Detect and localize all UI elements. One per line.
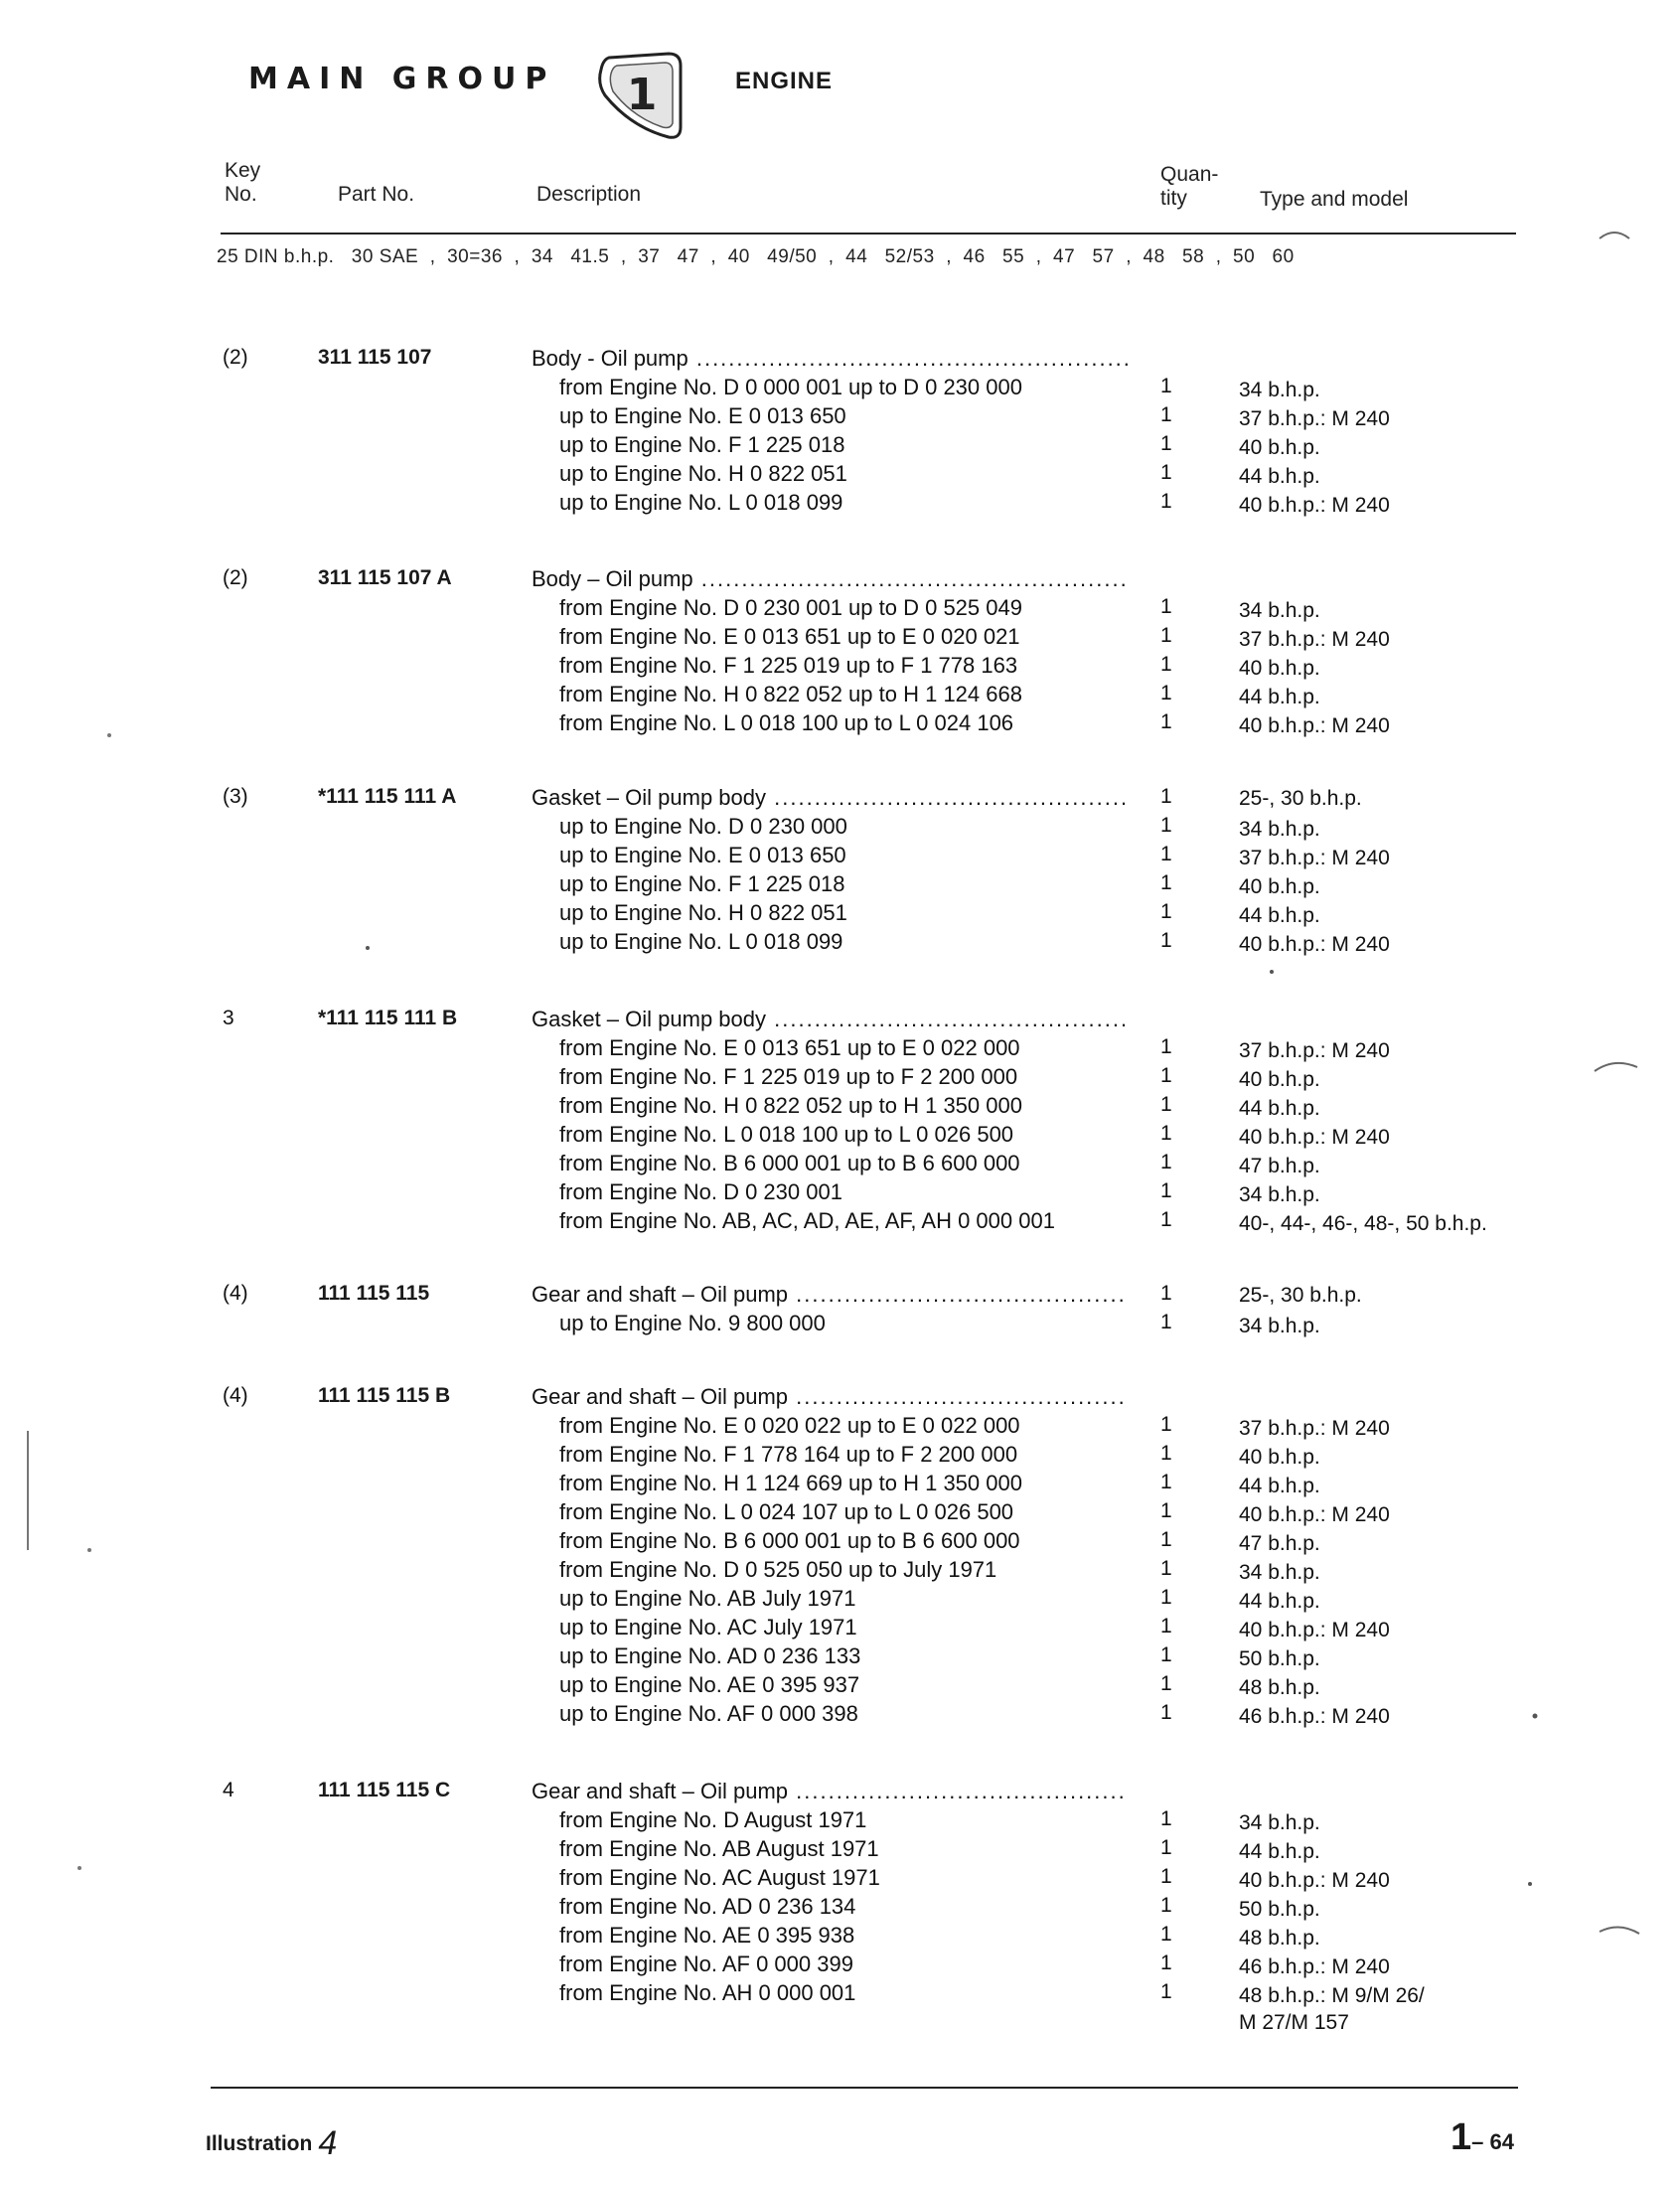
- row-type-model: 34 b.h.p.: [1239, 1811, 1320, 1834]
- row-type-model: 48 b.h.p.: [1239, 1927, 1320, 1950]
- bhp-reference-line: 25 DIN b.h.p. 30 SAE , 30=36 , 34 41.5 , 37 47 , 40 49/50 , 44 52/53 , 46 55 , 47 57 , 48 58 , 50 60: [217, 246, 1295, 267]
- applicability-row: [0, 1980, 1680, 2034]
- key-number: (4): [223, 1384, 248, 1407]
- applicability-row: [0, 1836, 1680, 1865]
- row-type-model: 37 b.h.p.: M 240: [1239, 1039, 1390, 1062]
- part-description: Gasket – Oil pump body .....: [532, 1007, 1128, 1032]
- row-type-model: 34 b.h.p.: [1239, 1561, 1320, 1584]
- applicability-row: [0, 1615, 1680, 1643]
- applicability-row: [0, 1093, 1680, 1122]
- row-quantity: 1: [1160, 710, 1172, 733]
- row-type-model: 40 b.h.p.: M 240: [1239, 1619, 1390, 1641]
- applicability-row: [0, 1151, 1680, 1179]
- row-type-model: 47 b.h.p.: [1239, 1155, 1320, 1177]
- row-type-model: 37 b.h.p.: M 240: [1239, 847, 1390, 869]
- main-group-label: MAIN GROUP: [248, 62, 556, 96]
- engine-range: from Engine No. AD 0 236 134: [559, 1894, 856, 1919]
- engine-range: up to Engine No. E 0 013 650: [559, 843, 846, 867]
- row-quantity: 1: [1160, 1701, 1172, 1724]
- engine-range: from Engine No. D 0 000 001 up to D 0 230 000: [559, 375, 1022, 399]
- engine-range: from Engine No. D August 1971: [559, 1807, 867, 1832]
- row-type-model: 48 b.h.p.: [1239, 1676, 1320, 1699]
- part-type-model: 25-, 30 b.h.p.: [1239, 1284, 1362, 1307]
- engine-range: from Engine No. AF 0 000 399: [559, 1952, 853, 1976]
- row-quantity: 1: [1160, 682, 1172, 704]
- row-quantity: 1: [1160, 432, 1172, 455]
- row-type-model: 44 b.h.p.: [1239, 1475, 1320, 1497]
- applicability-row: [0, 1122, 1680, 1151]
- row-type-model: 44 b.h.p.: [1239, 465, 1320, 488]
- applicability-row: [0, 1952, 1680, 1980]
- engine-range: from Engine No. F 1 225 019 up to F 2 200 000: [559, 1064, 1018, 1089]
- illustration-label: Illustration: [206, 2132, 313, 2155]
- column-header-type-model: Type and model: [1260, 188, 1409, 211]
- row-quantity: 1: [1160, 1557, 1172, 1580]
- row-quantity: 1: [1160, 1064, 1172, 1087]
- engine-range: from Engine No. E 0 013 651 up to E 0 022 000: [559, 1035, 1020, 1060]
- applicability-row: [0, 490, 1680, 519]
- group-number-badge: [591, 48, 690, 143]
- engine-range: from Engine No. F 1 225 019 up to F 1 778 163: [559, 653, 1018, 678]
- key-number: (4): [223, 1282, 248, 1305]
- part-number: *111 115 111 B: [318, 1007, 458, 1029]
- row-quantity: 1: [1160, 595, 1172, 618]
- row-type-model: 40 b.h.p.: [1239, 1068, 1320, 1091]
- row-quantity: 1: [1160, 1035, 1172, 1058]
- row-quantity: 1: [1160, 1151, 1172, 1173]
- row-quantity: 1: [1160, 1179, 1172, 1202]
- row-type-model: 34 b.h.p.: [1239, 599, 1320, 622]
- applicability-row: [0, 843, 1680, 871]
- row-type-model: 44 b.h.p.: [1239, 904, 1320, 927]
- row-type-model: 34 b.h.p.: [1239, 379, 1320, 401]
- engine-range: from Engine No. AB August 1971: [559, 1836, 879, 1861]
- row-quantity: 1: [1160, 461, 1172, 484]
- engine-range: up to Engine No. L 0 018 099: [559, 929, 843, 954]
- engine-range: up to Engine No. D 0 230 000: [559, 814, 847, 839]
- group-number-badge-icon: [591, 48, 690, 143]
- engine-range: from Engine No. AC August 1971: [559, 1865, 880, 1890]
- row-type-model: 44 b.h.p.: [1239, 1097, 1320, 1120]
- column-header-quantity: Quan- tity: [1160, 163, 1219, 210]
- illustration-number: 4: [318, 2124, 338, 2162]
- engine-range: up to Engine No. H 0 822 051: [559, 900, 847, 925]
- column-header-part-no: Part No.: [338, 183, 415, 206]
- applicability-row: [0, 1865, 1680, 1894]
- applicability-row: [0, 871, 1680, 900]
- row-type-model: 34 b.h.p.: [1239, 818, 1320, 841]
- applicability-row: [0, 814, 1680, 843]
- key-number: (3): [223, 785, 248, 808]
- row-type-model: 40 b.h.p.: [1239, 657, 1320, 680]
- part-type-model: 25-, 30 b.h.p.: [1239, 787, 1362, 810]
- row-quantity: 1: [1160, 900, 1172, 923]
- applicability-row: [0, 1442, 1680, 1471]
- applicability-row: [0, 1643, 1680, 1672]
- applicability-row: [0, 1499, 1680, 1528]
- applicability-row: [0, 595, 1680, 624]
- group-number-text: 1: [626, 70, 658, 120]
- row-quantity: 1: [1160, 490, 1172, 513]
- part-number: *111 115 111 A: [318, 785, 457, 808]
- row-quantity: 1: [1160, 1952, 1172, 1974]
- applicability-rows: [0, 375, 1680, 519]
- applicability-rows: [0, 1311, 1680, 1339]
- row-type-model: 37 b.h.p.: M 240: [1239, 407, 1390, 430]
- applicability-row: [0, 1035, 1680, 1064]
- applicability-row: [0, 682, 1680, 710]
- row-quantity: 1: [1160, 1311, 1172, 1333]
- applicability-row: [0, 461, 1680, 490]
- page-number-main: 1: [1451, 2116, 1472, 2158]
- row-quantity: 1: [1160, 1923, 1172, 1946]
- row-quantity: 1: [1160, 1643, 1172, 1666]
- applicability-row: [0, 1894, 1680, 1923]
- row-type-model: 40 b.h.p.: M 240: [1239, 1869, 1390, 1892]
- applicability-row: [0, 929, 1680, 958]
- applicability-row: [0, 1807, 1680, 1836]
- engine-range: up to Engine No. F 1 225 018: [559, 432, 845, 457]
- row-quantity: 1: [1160, 375, 1172, 397]
- engine-range: up to Engine No. 9 800 000: [559, 1311, 826, 1335]
- part-quantity: 1: [1160, 1282, 1172, 1305]
- row-type-model: 40 b.h.p.: M 240: [1239, 714, 1390, 737]
- row-quantity: 1: [1160, 1208, 1172, 1231]
- row-type-model: 47 b.h.p.: [1239, 1532, 1320, 1555]
- applicability-row: [0, 1413, 1680, 1442]
- row-type-model: 40 b.h.p.: M 240: [1239, 1503, 1390, 1526]
- engine-range: up to Engine No. AF 0 000 398: [559, 1701, 858, 1726]
- header-divider: [221, 233, 1516, 234]
- engine-range: up to Engine No. F 1 225 018: [559, 871, 845, 896]
- engine-range: from Engine No. H 1 124 669 up to H 1 350 000: [559, 1471, 1022, 1495]
- applicability-rows: [0, 814, 1680, 958]
- engine-range: from Engine No. B 6 000 001 up to B 6 600 000: [559, 1151, 1020, 1175]
- column-header-description: Description: [536, 183, 642, 206]
- footer-divider: [211, 2087, 1518, 2089]
- engine-range: from Engine No. D 0 230 001 up to D 0 525 049: [559, 595, 1022, 620]
- row-type-model: 44 b.h.p.: [1239, 686, 1320, 708]
- row-quantity: 1: [1160, 814, 1172, 837]
- row-quantity: 1: [1160, 1807, 1172, 1830]
- row-type-model: 40 b.h.p.: M 240: [1239, 494, 1390, 517]
- applicability-row: [0, 1557, 1680, 1586]
- applicability-row: [0, 1528, 1680, 1557]
- engine-range: from Engine No. H 0 822 052 up to H 1 124 668: [559, 682, 1022, 706]
- row-quantity: 1: [1160, 1980, 1172, 2003]
- part-description: Gasket – Oil pump body .....: [532, 785, 1128, 811]
- row-quantity: 1: [1160, 843, 1172, 865]
- applicability-row: [0, 375, 1680, 403]
- row-type-model: 48 b.h.p.: M 9/M 26/ M 27/M 157: [1239, 1984, 1425, 2034]
- row-type-model: 37 b.h.p.: M 240: [1239, 1417, 1390, 1440]
- applicability-row: [0, 1311, 1680, 1339]
- section-title: ENGINE: [735, 68, 834, 94]
- row-quantity: 1: [1160, 1894, 1172, 1917]
- row-type-model: 40 b.h.p.: [1239, 875, 1320, 898]
- part-number: 311 115 107 A: [318, 566, 452, 589]
- row-type-model: 50 b.h.p.: [1239, 1647, 1320, 1670]
- engine-range: from Engine No. AE 0 395 938: [559, 1923, 855, 1948]
- engine-range: from Engine No. E 0 013 651 up to E 0 020 021: [559, 624, 1020, 649]
- part-quantity: 1: [1160, 785, 1172, 808]
- engine-range: up to Engine No. AD 0 236 133: [559, 1643, 861, 1668]
- row-quantity: 1: [1160, 1471, 1172, 1493]
- engine-range: up to Engine No. E 0 013 650: [559, 403, 846, 428]
- applicability-row: [0, 710, 1680, 739]
- engine-range: from Engine No. L 0 018 100 up to L 0 024 106: [559, 710, 1014, 735]
- part-description: Body – Oil pump .....: [532, 566, 1128, 592]
- applicability-rows: [0, 1413, 1680, 1730]
- page-number: [1451, 2116, 1514, 2159]
- key-number: 3: [223, 1007, 234, 1029]
- page-header: [248, 48, 1242, 147]
- row-type-model: 34 b.h.p.: [1239, 1183, 1320, 1206]
- row-type-model: 44 b.h.p.: [1239, 1840, 1320, 1863]
- applicability-rows: [0, 1035, 1680, 1237]
- row-quantity: 1: [1160, 1528, 1172, 1551]
- applicability-rows: [0, 595, 1680, 739]
- engine-range: up to Engine No. L 0 018 099: [559, 490, 843, 515]
- row-quantity: 1: [1160, 1586, 1172, 1609]
- row-quantity: 1: [1160, 1615, 1172, 1638]
- row-quantity: 1: [1160, 871, 1172, 894]
- row-quantity: 1: [1160, 1122, 1172, 1145]
- row-type-model: 34 b.h.p.: [1239, 1315, 1320, 1337]
- illustration-reference: [206, 2124, 337, 2163]
- applicability-row: [0, 1208, 1680, 1237]
- applicability-rows: [0, 1807, 1680, 2034]
- key-number: 4: [223, 1779, 234, 1801]
- row-type-model: 46 b.h.p.: M 240: [1239, 1955, 1390, 1978]
- row-quantity: 1: [1160, 1093, 1172, 1116]
- row-type-model: 40-, 44-, 46-, 48-, 50 b.h.p.: [1239, 1212, 1487, 1235]
- applicability-row: [0, 900, 1680, 929]
- part-description: Body - Oil pump .....: [532, 346, 1128, 372]
- applicability-row: [0, 1179, 1680, 1208]
- row-quantity: 1: [1160, 624, 1172, 647]
- engine-range: from Engine No. D 0 230 001: [559, 1179, 842, 1204]
- part-number: 111 115 115: [318, 1282, 430, 1305]
- applicability-row: [0, 1471, 1680, 1499]
- row-quantity: 1: [1160, 653, 1172, 676]
- part-number: 111 115 115 C: [318, 1779, 451, 1801]
- applicability-row: [0, 653, 1680, 682]
- row-quantity: 1: [1160, 1442, 1172, 1465]
- row-type-model: 40 b.h.p.: M 240: [1239, 933, 1390, 956]
- row-type-model: 50 b.h.p.: [1239, 1898, 1320, 1921]
- row-quantity: 1: [1160, 1672, 1172, 1695]
- applicability-row: [0, 1586, 1680, 1615]
- applicability-row: [0, 624, 1680, 653]
- applicability-row: [0, 432, 1680, 461]
- row-type-model: 40 b.h.p.: [1239, 436, 1320, 459]
- engine-range: from Engine No. AH 0 000 001: [559, 1980, 856, 2005]
- applicability-row: [0, 1701, 1680, 1730]
- engine-range: from Engine No. E 0 020 022 up to E 0 022 000: [559, 1413, 1020, 1438]
- row-quantity: 1: [1160, 1836, 1172, 1859]
- part-number: 111 115 115 B: [318, 1384, 451, 1407]
- row-type-model: 44 b.h.p.: [1239, 1590, 1320, 1613]
- engine-range: from Engine No. L 0 024 107 up to L 0 026 500: [559, 1499, 1014, 1524]
- column-header-key-no: Key No.: [225, 159, 261, 206]
- row-quantity: 1: [1160, 1865, 1172, 1888]
- engine-range: from Engine No. AB, AC, AD, AE, AF, AH 0 000 001: [559, 1208, 1055, 1233]
- row-type-model: 37 b.h.p.: M 240: [1239, 628, 1390, 651]
- applicability-row: [0, 403, 1680, 432]
- page-number-sub: – 64: [1471, 2129, 1514, 2154]
- row-type-model: 46 b.h.p.: M 240: [1239, 1705, 1390, 1728]
- part-description: Gear and shaft – Oil pump .....: [532, 1282, 1128, 1308]
- key-number: (2): [223, 346, 248, 369]
- part-number: 311 115 107: [318, 346, 432, 369]
- engine-range: from Engine No. B 6 000 001 up to B 6 600 000: [559, 1528, 1020, 1553]
- row-quantity: 1: [1160, 403, 1172, 426]
- key-number: (2): [223, 566, 248, 589]
- engine-range: up to Engine No. H 0 822 051: [559, 461, 847, 486]
- applicability-row: [0, 1923, 1680, 1952]
- row-type-model: 40 b.h.p.: M 240: [1239, 1126, 1390, 1149]
- engine-range: up to Engine No. AE 0 395 937: [559, 1672, 860, 1697]
- row-type-model: 40 b.h.p.: [1239, 1446, 1320, 1469]
- row-quantity: 1: [1160, 1499, 1172, 1522]
- engine-range: up to Engine No. AC July 1971: [559, 1615, 857, 1640]
- part-description: Gear and shaft – Oil pump .....: [532, 1779, 1128, 1804]
- row-quantity: 1: [1160, 929, 1172, 952]
- engine-range: from Engine No. D 0 525 050 up to July 1971: [559, 1557, 997, 1582]
- applicability-row: [0, 1672, 1680, 1701]
- engine-range: from Engine No. H 0 822 052 up to H 1 350 000: [559, 1093, 1022, 1118]
- row-quantity: 1: [1160, 1413, 1172, 1436]
- engine-range: from Engine No. F 1 778 164 up to F 2 200 000: [559, 1442, 1018, 1467]
- engine-range: from Engine No. L 0 018 100 up to L 0 026 500: [559, 1122, 1014, 1147]
- engine-range: up to Engine No. AB July 1971: [559, 1586, 856, 1611]
- applicability-row: [0, 1064, 1680, 1093]
- part-description: Gear and shaft – Oil pump .....: [532, 1384, 1128, 1410]
